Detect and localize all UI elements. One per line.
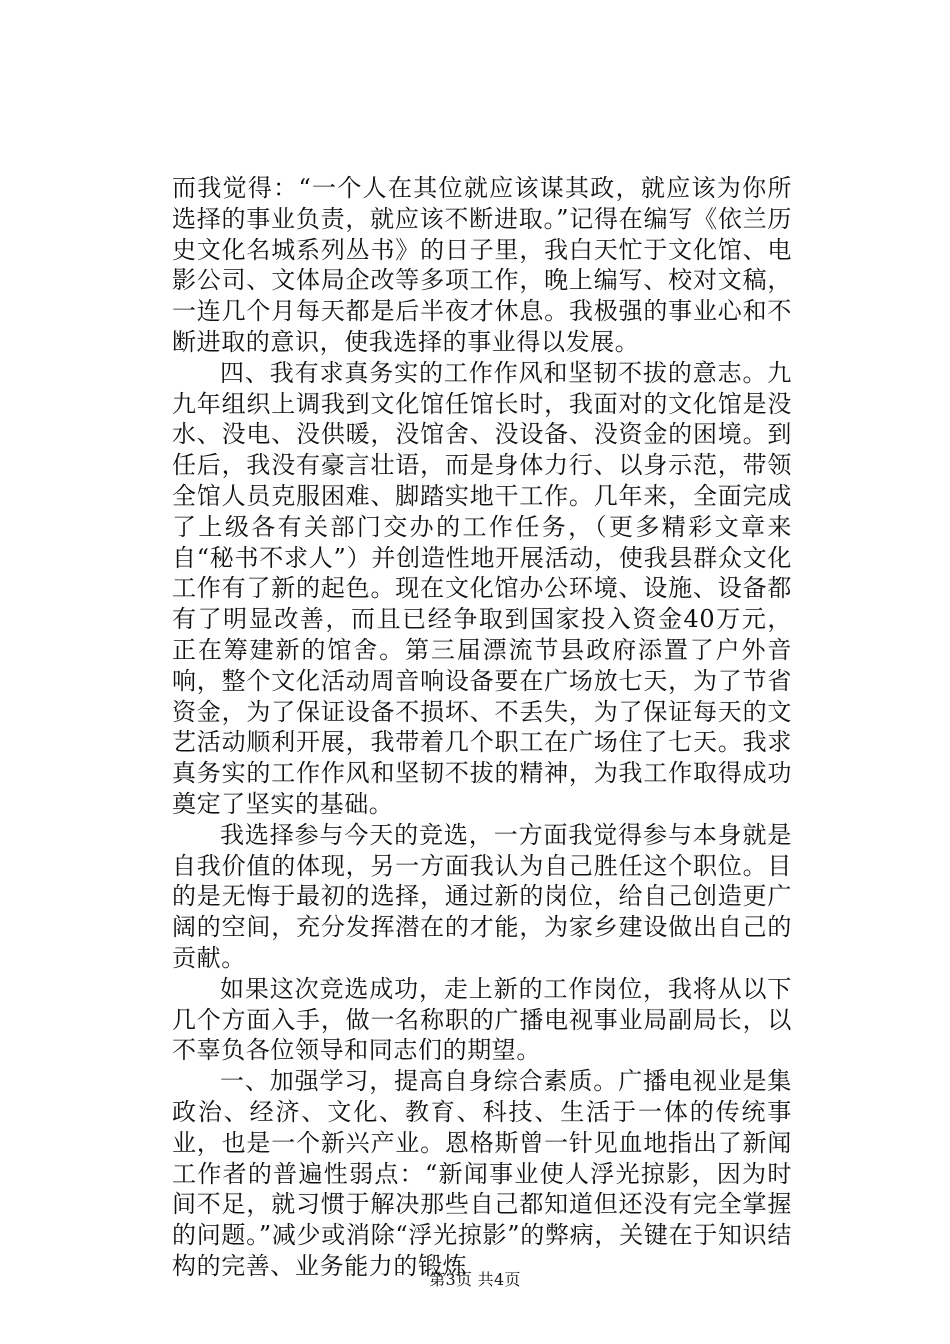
paragraph-point-four: 四、我有求真务实的工作作风和坚韧不拔的意志。九九年组织上调我到文化馆任馆长时，我面对的文化馆是没水、没电、没供暖，没馆舍、没设备、没资金的困境。到任后，我没有豪言壮语，而是身体力行、以身示范，带领全馆人员克服困难、脚踏实地干工作。几年来，全面完成了上级各有关部门交办的工作任务，（更多精彩文章来自“秘书不求人”）并创造性地开展活动，使我县群众文化工作有了新的起色。现在文化馆办公环境、设施、设备都有了明显改善，而且已经争取到国家投入资金40万元，正在筹建新的馆舍。第三届漂流节县政府添置了户外音响，整个文化活动周音响设备要在广场放七天，为了节省资金，为了保证设备不损坏、不丢失，为了保证每天的文艺活动顺利开展，我带着几个职工在广场住了七天。我求真务实的工作作风和坚韧不拔的精神，为我工作取得成功奠定了坚实的基础。 bbox=[172, 358, 792, 818]
paragraph-continuation: 而我觉得：“一个人在其位就应该谋其政，就应该为你所选择的事业负责，就应该不断进取。”记得在编写《依兰历史文化名城系列丛书》的日子里，我白天忙于文化馆、电影公司、文体局企改等多项工作，晚上编写、校对文稿，一连几个月每天都是后半夜才休息。我极强的事业心和不断进取的意识，使我选择的事业得以发展。 bbox=[172, 174, 792, 356]
page-number-label: 第3页 共4页 bbox=[429, 1270, 521, 1289]
paragraph-plan-one: 一、加强学习，提高自身综合素质。广播电视业是集政治、经济、文化、教育、科技、生活于一体的传统事业，也是一个新兴产业。恩格斯曾一针见血地指出了新闻工作者的普遍性弱点：“新闻事业使人浮光掠影，因为时间不足，就习惯于解决那些自己都知道但还没有完全掌握的问题。”减少或消除“浮光掠影”的弊病，关键在于知识结构的完善、业务能力的锻炼 bbox=[172, 1067, 792, 1280]
document-body bbox=[172, 173, 792, 1282]
paragraph-candidacy-reason: 我选择参与今天的竞选，一方面我觉得参与本身就是自我价值的体现，另一方面我认为自己胜任这个职位。目的是无悔于最初的选择，通过新的岗位，给自己创造更广阔的空间，充分发挥潜在的才能，为家乡建设做出自己的贡献。 bbox=[172, 820, 792, 972]
paragraph-plan-intro: 如果这次竞选成功，走上新的工作岗位，我将从以下几个方面入手，做一名称职的广播电视事业局副局长，以不辜负各位领导和同志们的期望。 bbox=[172, 974, 792, 1065]
page-footer bbox=[0, 1270, 950, 1290]
